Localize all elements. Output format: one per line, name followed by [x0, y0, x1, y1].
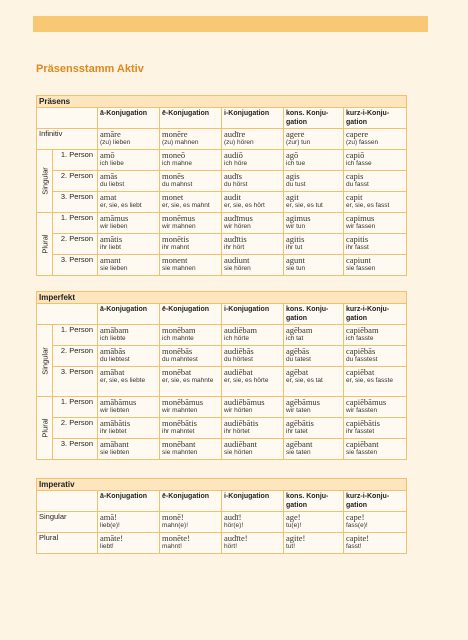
latin-form: amābās	[100, 346, 126, 356]
german-translation: wir fassten	[346, 407, 378, 414]
latin-form: agitis	[286, 234, 305, 244]
section-title: Präsensstamm Aktiv	[36, 63, 144, 75]
column-header: ē-Konjugation	[160, 491, 222, 512]
german-translation: wir taten	[286, 407, 311, 414]
latin-form: monē!	[162, 512, 184, 522]
form-cell	[160, 418, 222, 439]
table-row	[37, 171, 407, 192]
german-translation: wir hörten	[224, 407, 253, 414]
german-translation: ich fasste	[346, 335, 374, 342]
person-label: 2. Person	[53, 234, 98, 255]
latin-form: agunt	[286, 255, 305, 265]
german-translation: ich liebte	[100, 335, 126, 342]
form-cell	[222, 150, 284, 171]
column-header: i-Konjugation	[222, 304, 284, 325]
latin-form: agēbant	[286, 439, 313, 449]
column-header: i-Konjugation	[222, 491, 284, 512]
german-translation: ihr fasstet	[346, 428, 375, 435]
german-translation: ihr mahntet	[162, 428, 195, 435]
latin-form: capiēbat	[346, 367, 375, 377]
form-cell	[160, 234, 222, 255]
latin-form: audiēbant	[224, 439, 258, 449]
form-cell	[344, 325, 407, 346]
person-label: 1. Person	[53, 397, 98, 418]
person-label: 1. Person	[53, 213, 98, 234]
form-cell	[222, 255, 284, 276]
latin-form: agēbam	[286, 325, 313, 335]
vertical-label: Plural	[40, 418, 49, 438]
latin-form: amābātis	[100, 418, 131, 428]
form-cell	[284, 397, 344, 418]
form-cell	[98, 234, 160, 255]
latin-form: monet	[162, 192, 184, 202]
table-row	[37, 439, 407, 460]
latin-form: moneō	[162, 150, 186, 160]
german-translation: er, sie, es fasst	[346, 202, 390, 209]
form-cell	[98, 213, 160, 234]
german-translation: (zu) fassen	[346, 139, 379, 146]
form-cell	[98, 192, 160, 213]
column-header: i-Konjugation	[222, 108, 284, 129]
latin-form: agēbās	[286, 346, 310, 356]
person-label: 2. Person	[53, 418, 98, 439]
latin-form: capiēbam	[346, 325, 379, 335]
german-translation: du hörtest	[224, 356, 253, 363]
latin-form: agimus	[286, 213, 311, 223]
form-cell	[160, 213, 222, 234]
form-cell	[98, 255, 160, 276]
latin-form: amās	[100, 171, 118, 181]
table-row	[37, 129, 407, 150]
latin-form: audīs	[224, 171, 242, 181]
latin-form: agēbāmus	[286, 397, 320, 407]
latin-form: amāre	[100, 129, 121, 139]
german-translation: ich liebe	[100, 160, 124, 167]
latin-form: audiēbātis	[224, 418, 259, 428]
form-cell	[284, 418, 344, 439]
form-cell	[98, 346, 160, 367]
german-translation: du tust	[286, 181, 306, 188]
latin-form: audīmus	[224, 213, 253, 223]
table-title: Präsens	[37, 96, 407, 108]
german-translation: ihr hört	[224, 244, 245, 251]
german-translation: ich höre	[224, 160, 248, 167]
latin-form: audiunt	[224, 255, 250, 265]
form-cell	[344, 213, 407, 234]
german-translation: mahn(e)!	[162, 522, 189, 529]
table-row	[37, 367, 407, 397]
latin-form: monēbant	[162, 439, 196, 449]
form-cell	[344, 150, 407, 171]
latin-form: monēbās	[162, 346, 193, 356]
latin-form: capiunt	[346, 255, 372, 265]
latin-form: agēbātis	[286, 418, 314, 428]
german-translation: ihr fasst	[346, 244, 369, 251]
german-translation: er, sie, es mahnte	[162, 377, 214, 384]
form-cell	[344, 171, 407, 192]
form-cell	[98, 512, 160, 533]
german-translation: er, sie, es mahnt	[162, 202, 210, 209]
latin-form: audit	[224, 192, 241, 202]
form-cell	[98, 397, 160, 418]
german-translation: wir mahnen	[162, 223, 196, 230]
german-translation: tut!	[286, 543, 296, 550]
latin-form: audīte!	[224, 533, 248, 543]
german-translation: du fasstest	[346, 356, 378, 363]
german-translation: sie mahnen	[162, 265, 196, 272]
german-translation: sie tun	[286, 265, 306, 272]
latin-form: audiēbam	[224, 325, 258, 335]
form-cell	[222, 129, 284, 150]
german-translation: ich tue	[286, 160, 306, 167]
table-row	[37, 418, 407, 439]
form-cell	[98, 533, 160, 554]
form-cell	[160, 192, 222, 213]
german-translation: hört!	[224, 543, 238, 550]
latin-form: monēre	[162, 129, 188, 139]
form-cell	[222, 367, 284, 397]
german-translation: ihr tut	[286, 244, 303, 251]
table-row	[37, 325, 407, 346]
table-row	[37, 234, 407, 255]
form-cell	[160, 255, 222, 276]
form-cell	[344, 192, 407, 213]
form-cell	[98, 150, 160, 171]
form-cell	[284, 439, 344, 460]
german-translation: ihr liebtet	[100, 428, 127, 435]
form-cell	[284, 234, 344, 255]
table-row	[37, 397, 407, 418]
german-translation: mahnt!	[162, 543, 182, 550]
german-translation: fasst!	[346, 543, 362, 550]
person-label: 1. Person	[53, 325, 98, 346]
form-cell	[222, 192, 284, 213]
top-color-bar	[33, 16, 428, 32]
latin-form: agit	[286, 192, 299, 202]
latin-form: monent	[162, 255, 188, 265]
form-cell	[344, 418, 407, 439]
latin-form: monēbam	[162, 325, 196, 335]
latin-form: amābam	[100, 325, 129, 335]
form-cell	[222, 325, 284, 346]
row-label: Singular	[37, 512, 98, 533]
german-translation: du mahnst	[162, 181, 193, 188]
column-header: kons. Konju-gation	[284, 108, 344, 129]
form-cell	[160, 367, 222, 397]
german-translation: sie hören	[224, 265, 251, 272]
form-cell	[284, 512, 344, 533]
person-label: 2. Person	[53, 171, 98, 192]
german-translation: ihr tatet	[286, 428, 308, 435]
latin-form: amō	[100, 150, 115, 160]
column-header: kons. Konju-gation	[284, 304, 344, 325]
german-translation: du fasst	[346, 181, 369, 188]
form-cell	[222, 397, 284, 418]
latin-form: monēbātis	[162, 418, 197, 428]
german-translation: ihr hörtet	[224, 428, 250, 435]
form-cell	[284, 171, 344, 192]
latin-form: cape!	[346, 512, 365, 522]
german-translation: sie mahnten	[162, 449, 198, 456]
german-translation: wir liebten	[100, 407, 130, 414]
form-cell	[160, 533, 222, 554]
table-row	[37, 192, 407, 213]
column-header: ē-Konjugation	[160, 304, 222, 325]
latin-form: amant	[100, 255, 121, 265]
latin-form: audiēbās	[224, 346, 254, 356]
german-translation: er, sie, es hört	[224, 202, 265, 209]
form-cell	[284, 255, 344, 276]
form-cell	[222, 512, 284, 533]
german-translation: du tatest	[286, 356, 311, 363]
form-cell	[284, 367, 344, 397]
latin-form: capite!	[346, 533, 370, 543]
german-translation: (zur) tun	[286, 139, 311, 146]
german-translation: ich tat	[286, 335, 304, 342]
latin-form: amā!	[100, 512, 117, 522]
latin-form: agite!	[286, 533, 306, 543]
form-cell	[98, 325, 160, 346]
column-header: ā-Konjugation	[98, 108, 160, 129]
latin-form: capere	[346, 129, 369, 139]
german-translation: wir fassen	[346, 223, 376, 230]
number-label-cell	[37, 150, 53, 213]
form-cell	[98, 418, 160, 439]
latin-form: amat	[100, 192, 117, 202]
german-translation: sie hörten	[224, 449, 253, 456]
table-row	[37, 533, 407, 554]
person-label: 3. Person	[53, 439, 98, 460]
form-cell	[284, 533, 344, 554]
german-translation: er, sie, es tut	[286, 202, 323, 209]
german-translation: sie taten	[286, 449, 311, 456]
form-cell	[284, 150, 344, 171]
german-translation: ihr mahnt	[162, 244, 190, 251]
number-label-cell	[37, 397, 53, 460]
column-header: kurz-i-Konju-gation	[344, 304, 407, 325]
latin-form: audī!	[224, 512, 242, 522]
table-row	[37, 213, 407, 234]
latin-form: capiēbātis	[346, 418, 380, 428]
german-translation: ich fasse	[346, 160, 372, 167]
latin-form: monēbat	[162, 367, 192, 377]
form-cell	[344, 439, 407, 460]
latin-form: capimus	[346, 213, 375, 223]
german-translation: ich hörte	[224, 335, 249, 342]
form-cell	[344, 533, 407, 554]
german-translation: er, sie, es fasste	[346, 377, 393, 384]
latin-form: capiō	[346, 150, 365, 160]
form-cell	[284, 129, 344, 150]
latin-form: monēte!	[162, 533, 190, 543]
latin-form: amāte!	[100, 533, 124, 543]
form-cell	[98, 439, 160, 460]
german-translation: tu(e)!	[286, 522, 302, 529]
german-translation: ich mahne	[162, 160, 192, 167]
column-header: ā-Konjugation	[98, 304, 160, 325]
table-row	[37, 346, 407, 367]
german-translation: wir lieben	[100, 223, 128, 230]
latin-form: capiēbāmus	[346, 397, 387, 407]
table-row	[37, 255, 407, 276]
latin-form: amābat	[100, 367, 125, 377]
vertical-label: Plural	[40, 234, 49, 254]
german-translation: sie liebten	[100, 449, 130, 456]
form-cell	[284, 346, 344, 367]
column-header: kurz-i-Konju-gation	[344, 108, 407, 129]
latin-form: capit	[346, 192, 363, 202]
latin-form: amābāmus	[100, 397, 137, 407]
column-header: ā-Konjugation	[98, 491, 160, 512]
german-translation: wir hören	[224, 223, 251, 230]
form-cell	[284, 213, 344, 234]
german-translation: er, sie, es liebt	[100, 202, 142, 209]
latin-form: capitis	[346, 234, 369, 244]
person-label: 3. Person	[53, 192, 98, 213]
german-translation: wir tun	[286, 223, 306, 230]
form-cell	[160, 346, 222, 367]
german-translation: du hörst	[224, 181, 248, 188]
form-cell	[344, 129, 407, 150]
imperfekt-table	[36, 291, 407, 460]
latin-form: monētis	[162, 234, 189, 244]
german-translation: lieb(e)!	[100, 522, 120, 529]
german-translation: du liebtest	[100, 356, 130, 363]
latin-form: capiēbās	[346, 346, 376, 356]
form-cell	[98, 171, 160, 192]
german-translation: er, sie, es hörte	[224, 377, 269, 384]
form-cell	[222, 171, 284, 192]
form-cell	[222, 346, 284, 367]
number-label-cell	[37, 325, 53, 397]
form-cell	[344, 255, 407, 276]
latin-form: monēmus	[162, 213, 196, 223]
praesens-table	[36, 95, 407, 276]
german-translation: (zu) lieben	[100, 139, 131, 146]
form-cell	[160, 150, 222, 171]
form-cell	[344, 397, 407, 418]
form-cell	[160, 439, 222, 460]
latin-form: audīre	[224, 129, 246, 139]
form-cell	[222, 533, 284, 554]
form-cell	[344, 346, 407, 367]
german-translation: (zu) hören	[224, 139, 254, 146]
form-cell	[160, 171, 222, 192]
number-label-cell	[37, 213, 53, 276]
row-label: Infinitiv	[37, 129, 98, 150]
column-header: ē-Konjugation	[160, 108, 222, 129]
latin-form: audiō	[224, 150, 243, 160]
form-cell	[284, 192, 344, 213]
form-cell	[222, 418, 284, 439]
latin-form: agēbat	[286, 367, 309, 377]
form-cell	[160, 397, 222, 418]
latin-form: capis	[346, 171, 364, 181]
latin-form: audiēbāmus	[224, 397, 265, 407]
german-translation: fass(e)!	[346, 522, 368, 529]
latin-form: agere	[286, 129, 305, 139]
german-translation: sie lieben	[100, 265, 128, 272]
form-cell	[222, 439, 284, 460]
german-translation: er, sie, es liebte	[100, 377, 146, 384]
table-title: Imperativ	[37, 479, 407, 491]
latin-form: capiēbant	[346, 439, 379, 449]
german-translation: hör(e)!	[224, 522, 244, 529]
table-row	[37, 150, 407, 171]
form-cell	[160, 512, 222, 533]
german-translation: wir mahnten	[162, 407, 198, 414]
latin-form: amāmus	[100, 213, 129, 223]
latin-form: audītis	[224, 234, 247, 244]
column-header: kurz-i-Konju-gation	[344, 491, 407, 512]
form-cell	[160, 129, 222, 150]
vertical-label: Singular	[40, 167, 49, 195]
german-translation: (zu) mahnen	[162, 139, 199, 146]
latin-form: agis	[286, 171, 300, 181]
latin-form: audiēbat	[224, 367, 253, 377]
form-cell	[222, 234, 284, 255]
german-translation: sie fassen	[346, 265, 376, 272]
latin-form: amābant	[100, 439, 129, 449]
table-row	[37, 512, 407, 533]
form-cell	[160, 325, 222, 346]
latin-form: monēs	[162, 171, 185, 181]
german-translation: ihr liebt	[100, 244, 121, 251]
latin-form: agō	[286, 150, 299, 160]
person-label: 3. Person	[53, 255, 98, 276]
form-cell	[98, 129, 160, 150]
vertical-label: Singular	[40, 346, 49, 375]
person-label: 1. Person	[53, 150, 98, 171]
latin-form: age!	[286, 512, 301, 522]
column-header: kons. Konju-gation	[284, 491, 344, 512]
form-cell	[344, 234, 407, 255]
form-cell	[344, 512, 407, 533]
form-cell	[344, 367, 407, 397]
german-translation: liebt!	[100, 543, 114, 550]
person-label: 3. Person	[53, 367, 98, 397]
form-cell	[222, 213, 284, 234]
german-translation: sie fassten	[346, 449, 378, 456]
german-translation: er, sie, es tat	[286, 377, 323, 384]
german-translation: du mahntest	[162, 356, 198, 363]
form-cell	[284, 325, 344, 346]
imperativ-table	[36, 478, 407, 554]
german-translation: du liebst	[100, 181, 125, 188]
person-label: 2. Person	[53, 346, 98, 367]
latin-form: amātis	[100, 234, 123, 244]
form-cell	[98, 367, 160, 397]
table-title: Imperfekt	[37, 292, 407, 304]
row-label: Plural	[37, 533, 98, 554]
german-translation: ich mahnte	[162, 335, 194, 342]
latin-form: monēbāmus	[162, 397, 204, 407]
